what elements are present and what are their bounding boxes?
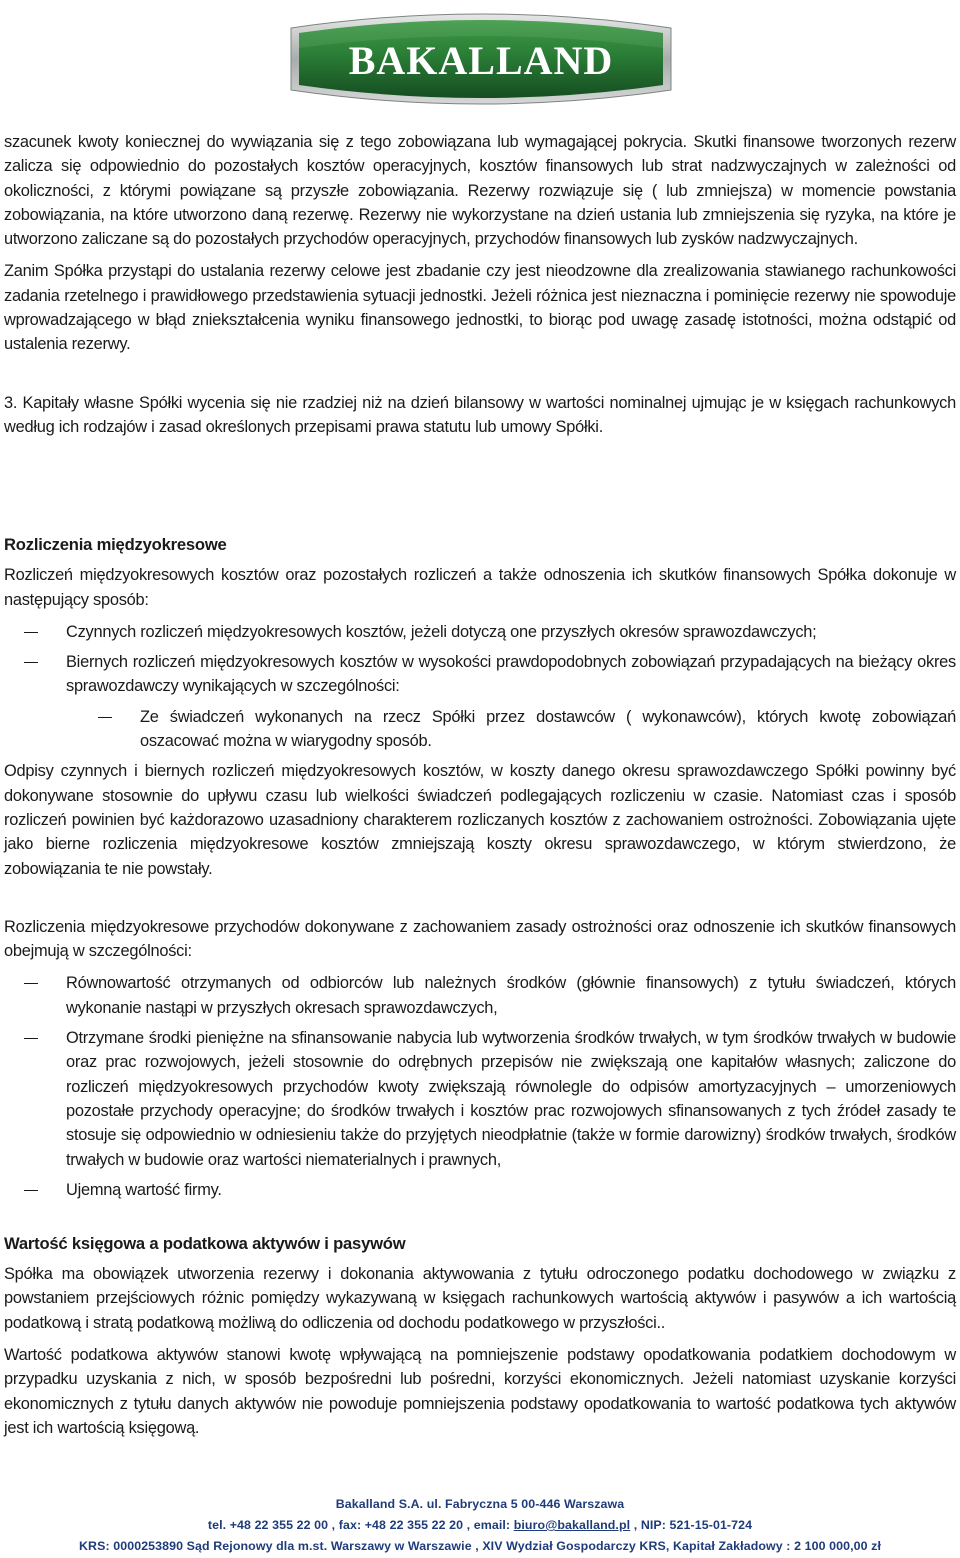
list-item: Otrzymane środki pieniężne na sfinansowanie nabycia lub wytworzenia środków trwałych, w tym środków trwałych w budowie oraz prac rozwojowych, jeżeli stosownie do odrębnych przepisów nie zwiększają one kapitałów własnych; zaliczone do rozliczeń międzyokresowych przychodów kwoty zwiększają równolegle do odpisów amortyzacyjnych – umorzeniowych pozostałe przychody operacyjne; do środków trwałych i kosztów prac rozwojowych sfinansowanych z tych źródeł zasady te stosuje się odpowiednio w odniesieniu także do przyjętych nieodpłatnie (także w formie darowizny) środków trwałych, środków trwałych w budowie oraz wartości niematerialnych i prawnych, — [4, 1026, 956, 1172]
logo-wordmark: BAKALLAND — [348, 38, 614, 83]
document-body — [4, 130, 956, 1448]
list-item: Równowartość otrzymanych od odbiorców lub należnych środków (głównie finansowych) z tytułu świadczeń, których wykonanie nastąpi w przyszłych okresach sprawozdawczych, — [4, 971, 956, 1020]
list-item: Ze świadczeń wykonanych na rzecz Spółki przez dostawców ( wykonawców), których kwotę zobowiązań oszacować można w wiarygodny sposób. — [128, 705, 956, 754]
accruals-sublist — [66, 705, 956, 754]
heading-book-tax-value: Wartość księgowa a podatkowa aktywów i pasywów — [4, 1234, 406, 1254]
accruals-list — [4, 620, 956, 753]
paragraph-equity: 3. Kapitały własne Spółki wycenia się nie rzadziej niż na dzień bilansowy w wartości nominalnej ujmując je w księgach rachunkowych według ich rodzajów i zasad określonych przepisami prawa statutu lub umowy Spółki. — [4, 393, 956, 436]
footer-address: Bakalland S.A. ul. Fabryczna 5 00-446 Warszawa — [335, 1497, 625, 1511]
paragraph-accruals-intro: Rozliczeń międzyokresowych kosztów oraz pozostałych rozliczeń a także odnoszenia ich skutków finansowych Spółka dokonuje w następujący sposób: — [4, 566, 956, 609]
heading-accruals: Rozliczenia międzyokresowe — [4, 535, 227, 555]
email-link[interactable]: biuro@bakalland.pl — [513, 1518, 631, 1532]
footer-contact: tel. +48 22 355 22 00 , fax: +48 22 355 22 20 , email: biuro@bakalland.pl , NIP: 521-15-01-724 — [207, 1518, 753, 1532]
paragraph-deferred-income: Rozliczenia międzyokresowe przychodów dokonywane z zachowaniem zasady ostrożności oraz odnoszenie ich skutków finansowych obejmują w szczególności: — [4, 917, 956, 961]
company-footer — [0, 1494, 960, 1557]
paragraph-deferred-tax: Spółka ma obowiązek utworzenia rezerwy i dokonania aktywowania z tytułu odroczonego podatku dochodowego w związku z powstaniem przejściowych różnic pomiędzy wykazywaną w księgach rachunkowych wartością aktywów i pasywów a ich wartością podatkową i stratą podatkową możliwą do odliczenia od dochodu podatkowego w przyszłości.. — [4, 1265, 956, 1332]
paragraph-reserves: szacunek kwoty koniecznej do wywiązania się z tego zobowiązana lub wymagającej pokrycia. Skutki finansowe tworzonych rezerw zalicza się odpowiednio do pozostałych kosztów operacyjnych, kosztów finansowych lub strat nadzwyczajnych w zależności od okoliczności, z którymi powiązane są przyszłe zobowiązania. Rezerwy rozwiązuje się ( lub zmniejsza) w momencie powstania zobowiązania, na które utworzono daną rezerwę. Rezerwy nie wykorzystane na dzień ustania lub zmniejszenia się ryzyka, na które je utworzono zaliczane są do pozostałych przychodów operacyjnych, przychodów finansowych lub zysków nadzwyczajnych. — [4, 133, 956, 249]
paragraph-reserve-threshold: Zanim Spółka przystąpi do ustalania rezerwy celowe jest zbadanie czy jest nieodzowne dla zrealizowania stawianego rachunkowości zadania rzetelnego i prawidłowego przedstawienia sytuacji jednostki. Jeżeli różnica jest nieznaczna i pominięcie rezerwy nie spowoduje wprowadzającego w błąd zniekształcenia wyniku finansowego jednostki, to biorąc pod uwagę zasadę istotności, można odstąpić od ustalenia rezerwy. — [4, 262, 956, 354]
paragraph-accruals-writeoffs: Odpisy czynnych i biernych rozliczeń międzyokresowych kosztów, w koszty danego okresu sprawozdawczego Spółki powinny być dokonywane stosownie do upływu czasu lub wielkości świadczeń podlegających rozliczeniu w czasie. Natomiast czas i sposób rozliczeń powinien być każdorazowo uzasadniony charakterem rozliczanych kosztów z zachowaniem ostrożności. Zobowiązania ujęte jako bierne rozliczenia międzyokresowe kosztów zmniejszają koszty okresu sprawozdawczego, w którym stwierdzono, że zobowiązania te nie powstały. — [4, 762, 956, 878]
list-item: Ujemną wartość firmy. — [4, 1178, 956, 1202]
bakalland-logo — [283, 6, 679, 114]
footer-registration: KRS: 0000253890 Sąd Rejonowy dla m.st. Warszawy w Warszawie , XIV Wydział Gospodarczy KRS, Kapitał Zakładowy : 2 100 000,00 zł — [79, 1539, 881, 1553]
list-item: Biernych rozliczeń międzyokresowych kosztów w wysokości prawdopodobnych zobowiązań przypadających na bieżący okres sprawozdawczy wynikających w szczególności: Ze świadczeń wykonanych na rzecz Spółki przez dostawców ( wykonawców), których kwotę zobowiązań oszacować można w wiarygodny sposób. — [4, 650, 956, 753]
paragraph-tax-value: Wartość podatkowa aktywów stanowi kwotę wpływającą na pomniejszenie podstawy opodatkowania podatkiem dochodowym w przypadku uzyskania z nich, w sposób bezpośredni lub pośredni, korzyści ekonomicznych. Jeżeli natomiast uzyskanie korzyści ekonomicznych z tytułu danych aktywów nie powoduje pomniejszenia podstawy opodatkowania to wartość podatkowa tych aktywów jest ich wartością księgową. — [4, 1345, 956, 1437]
deferred-income-list — [4, 971, 956, 1202]
list-item: Czynnych rozliczeń międzyokresowych kosztów, jeżeli dotyczą one przyszłych okresów sprawozdawczych; — [4, 620, 956, 644]
